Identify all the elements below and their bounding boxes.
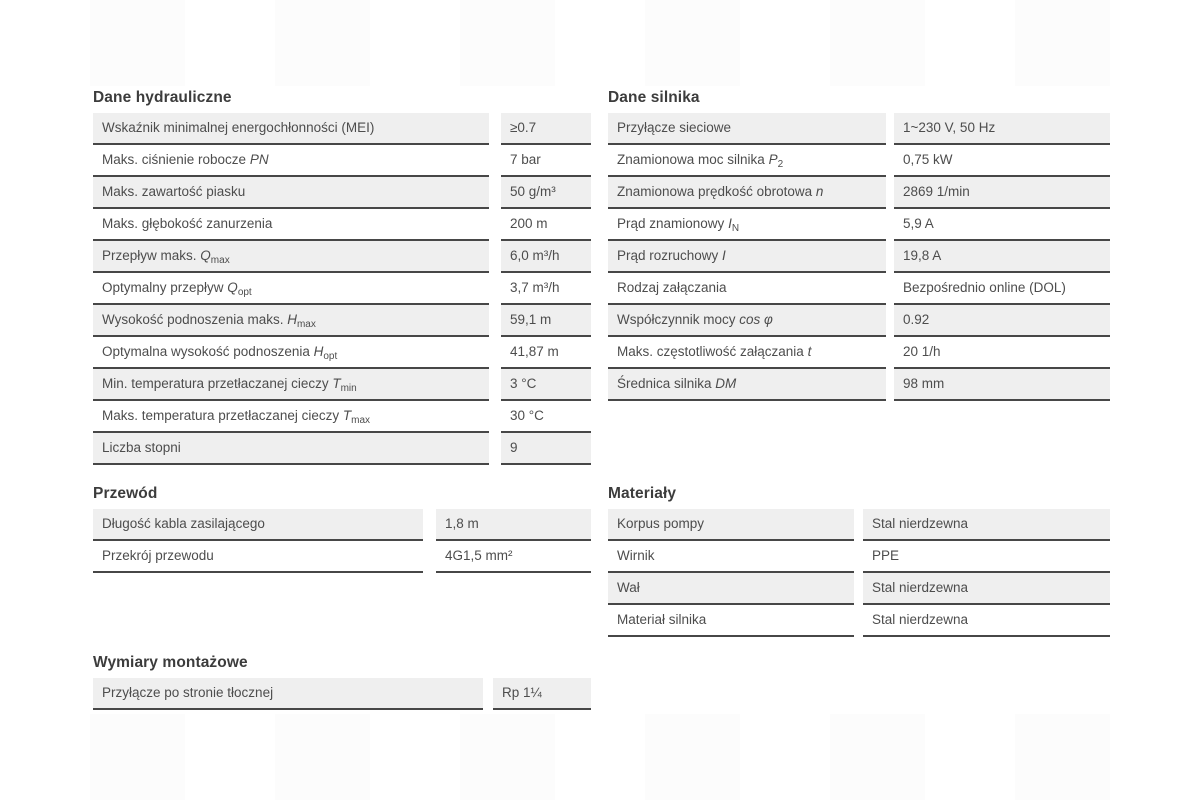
spec-label: Długość kabla zasilającego bbox=[93, 509, 423, 541]
spec-value: 1,8 m bbox=[436, 509, 591, 541]
spec-value: 0.92 bbox=[894, 305, 1110, 337]
spec-label: Maks. ciśnienie robocze PN bbox=[93, 145, 489, 177]
spec-value: 6,0 m³/h bbox=[501, 241, 591, 273]
spec-value: 1~230 V, 50 Hz bbox=[894, 113, 1110, 145]
spec-value: ≥0.7 bbox=[501, 113, 591, 145]
spec-value: 0,75 kW bbox=[894, 145, 1110, 177]
table-row bbox=[93, 678, 591, 710]
table-row bbox=[93, 241, 591, 273]
spec-value: 50 g/m³ bbox=[501, 177, 591, 209]
motor-data-table bbox=[608, 113, 1110, 401]
spec-label: Optymalny przepływ $Q_{opt}$ bbox=[93, 273, 489, 305]
spec-label: Liczba stopni bbox=[93, 433, 489, 465]
spec-value: 2869 1/min bbox=[894, 177, 1110, 209]
spec-label: Prąd znamionowy $I_N$ bbox=[608, 209, 886, 241]
spec-label: Znamionowa moc silnika $P_2$ bbox=[608, 145, 886, 177]
spec-label: Maks. częstotliwość załączania t bbox=[608, 337, 886, 369]
spec-value: 20 1/h bbox=[894, 337, 1110, 369]
section-title-mounting-dimensions: Wymiary montażowe bbox=[93, 654, 248, 671]
table-row bbox=[93, 209, 591, 241]
spec-label: Wał bbox=[608, 573, 854, 605]
spec-label: Średnica silnika DM bbox=[608, 369, 886, 401]
section-mounting-dimensions bbox=[93, 653, 591, 710]
spec-label: Przekrój przewodu bbox=[93, 541, 423, 573]
spec-label: Przyłącze po stronie tłocznej bbox=[93, 678, 483, 710]
spec-label: Współczynnik mocy cos φ bbox=[608, 305, 886, 337]
spec-value: Stal nierdzewna bbox=[863, 605, 1110, 637]
spec-value: 7 bar bbox=[501, 145, 591, 177]
table-row bbox=[93, 509, 591, 541]
spec-value: 3,7 m³/h bbox=[501, 273, 591, 305]
spec-value: 41,87 m bbox=[501, 337, 591, 369]
spec-value: PPE bbox=[863, 541, 1110, 573]
table-row bbox=[93, 145, 591, 177]
table-row bbox=[608, 273, 1110, 305]
spec-value: 19,8 A bbox=[894, 241, 1110, 273]
section-materials bbox=[608, 484, 1110, 637]
spec-label: Rodzaj załączania bbox=[608, 273, 886, 305]
table-row bbox=[608, 177, 1110, 209]
table-row bbox=[93, 433, 591, 465]
spec-value: 9 bbox=[501, 433, 591, 465]
spec-label: Przyłącze sieciowe bbox=[608, 113, 886, 145]
table-row bbox=[608, 241, 1110, 273]
spec-label: Wysokość podnoszenia maks. $H_{max}$ bbox=[93, 305, 489, 337]
spec-label: Min. temperatura przetłaczanej cieczy $T_{min}$ bbox=[93, 369, 489, 401]
section-title-motor-data: Dane silnika bbox=[608, 89, 700, 106]
table-row bbox=[608, 337, 1110, 369]
table-row bbox=[608, 305, 1110, 337]
table-row bbox=[93, 401, 591, 433]
spec-value: Stal nierdzewna bbox=[863, 509, 1110, 541]
table-row bbox=[608, 605, 1110, 637]
background-watermark-bottom bbox=[0, 714, 1200, 800]
spec-value: 98 mm bbox=[894, 369, 1110, 401]
spec-label: Znamionowa prędkość obrotowa n bbox=[608, 177, 886, 209]
spec-value: 5,9 A bbox=[894, 209, 1110, 241]
spec-label: Maks. głębokość zanurzenia bbox=[93, 209, 489, 241]
section-cable bbox=[93, 484, 591, 573]
spec-label: Korpus pompy bbox=[608, 509, 854, 541]
table-row bbox=[93, 113, 591, 145]
spec-label: Wirnik bbox=[608, 541, 854, 573]
table-row bbox=[93, 177, 591, 209]
table-row bbox=[93, 273, 591, 305]
cable-table bbox=[93, 509, 591, 573]
section-title-cable: Przewód bbox=[93, 485, 158, 502]
spec-value: 200 m bbox=[501, 209, 591, 241]
table-row bbox=[93, 337, 591, 369]
table-row bbox=[608, 541, 1110, 573]
table-row bbox=[608, 573, 1110, 605]
spec-label: Maks. zawartość piasku bbox=[93, 177, 489, 209]
table-row bbox=[93, 369, 591, 401]
background-watermark-top bbox=[0, 0, 1200, 86]
table-row bbox=[93, 305, 591, 337]
table-row bbox=[608, 113, 1110, 145]
spec-label: Maks. temperatura przetłaczanej cieczy $T_{max}$ bbox=[93, 401, 489, 433]
spec-value: Stal nierdzewna bbox=[863, 573, 1110, 605]
spec-value: 4G1,5 mm² bbox=[436, 541, 591, 573]
table-row bbox=[608, 509, 1110, 541]
hydraulic-data-table bbox=[93, 113, 591, 465]
mounting-dimensions-table bbox=[93, 678, 591, 710]
section-hydraulic-data bbox=[93, 88, 591, 465]
spec-value: Bezpośrednio online (DOL) bbox=[894, 273, 1110, 305]
table-row bbox=[608, 369, 1110, 401]
table-row bbox=[608, 209, 1110, 241]
section-title-materials: Materiały bbox=[608, 485, 677, 502]
table-row bbox=[608, 145, 1110, 177]
spec-value: 59,1 m bbox=[501, 305, 591, 337]
section-motor-data bbox=[608, 88, 1110, 401]
spec-label: Prąd rozruchowy I bbox=[608, 241, 886, 273]
spec-label: Materiał silnika bbox=[608, 605, 854, 637]
table-row bbox=[93, 541, 591, 573]
spec-label: Wskaźnik minimalnej energochłonności (MEI) bbox=[93, 113, 489, 145]
spec-value: Rp 1¼ bbox=[493, 678, 591, 710]
spec-value: 3 °C bbox=[501, 369, 591, 401]
spec-label: Przepływ maks. $Q_{max}$ bbox=[93, 241, 489, 273]
section-title-hydraulic-data: Dane hydrauliczne bbox=[93, 89, 232, 106]
materials-table bbox=[608, 509, 1110, 637]
spec-label: Optymalna wysokość podnoszenia $H_{opt}$ bbox=[93, 337, 489, 369]
spec-value: 30 °C bbox=[501, 401, 591, 433]
